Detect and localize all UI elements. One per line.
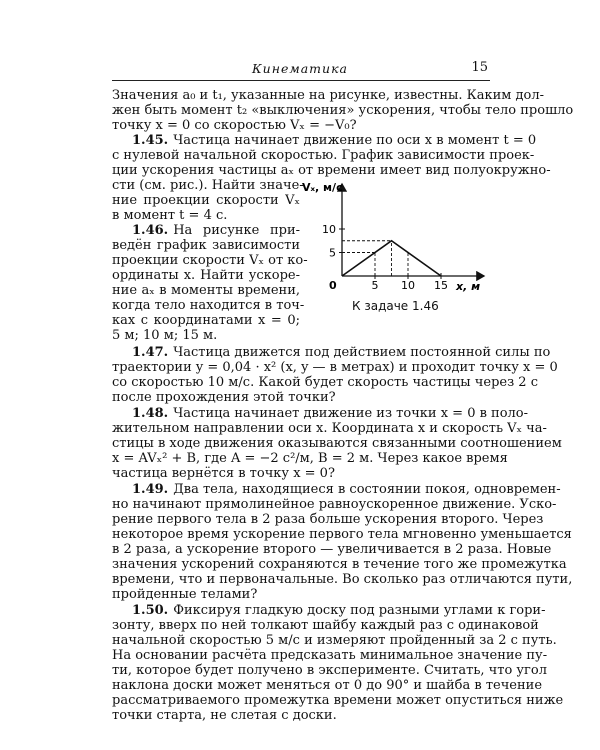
velocity-graph — [302, 172, 490, 294]
problem-text: Частица начинает движение по оси x в момент t = 0 — [173, 133, 537, 148]
problem-1-49-line: рение первого тела в 2 раза больше ускорения второго. Через — [112, 512, 544, 527]
problem-1-50-line: начальной скоростью 5 м/с и измеряют пройденный за 2 с путь. — [112, 633, 557, 648]
problem-1-50-line: ти, которое будет получено в эксперименте. Считать, что угол — [112, 663, 547, 678]
problem-1-49-line: значения ускорений сохраняются в течение того же промежутка — [112, 557, 567, 572]
problem-1-46-line: ках с координатами x = 0; — [112, 313, 300, 328]
problem-number: 1.47. — [132, 345, 169, 360]
y-axis-label: Vₓ, м/с — [302, 181, 343, 194]
problem-1-47-line: со скоростью 10 м/с. Какой будет скорость частицы через 2 с — [112, 375, 538, 390]
problem-1-48-line: x = AVₓ² + B, где A = −2 с²/м, B = 2 м. Через какое время — [112, 451, 508, 466]
problem-1-48-line: частица вернётся в точку x = 0? — [112, 466, 335, 481]
x-axis-label: x, м — [456, 280, 481, 293]
problem-text: Два тела, находящиеся в состоянии покоя, одновремен- — [173, 482, 561, 497]
intro-line: точку x = 0 со скоростью Vₓ = −V₀? — [112, 118, 357, 133]
problem-number: 1.49. — [132, 482, 169, 497]
problem-1-49-line: в 2 раза, а ускорение второго — увеличивается в 2 раза. Новые — [112, 542, 552, 557]
problem-1-49-line: некоторое время ускорение первого тела мгновенно уменьшается — [112, 527, 572, 542]
intro-line: жен быть момент t₂ «выключения» ускорения, чтобы тело прошло — [112, 103, 574, 118]
problem-1-46-line: ординаты x. Найти ускоре- — [112, 268, 300, 283]
problem-1-47-first-line — [132, 345, 551, 360]
intro-line: Значения a₀ и t₁, указанные на рисунке, известны. Каким дол- — [112, 88, 544, 103]
chapter-title: Кинематика — [252, 61, 348, 76]
problem-1-46-line: ведён график зависимости — [112, 238, 300, 253]
origin-label: 0 — [329, 279, 337, 292]
problem-1-49-line: времени, что и первоначальные. Во сколько раз отличаются пути, — [112, 572, 573, 587]
problem-text: На рисунке при- — [173, 223, 300, 238]
problem-1-46-line: 5 м; 10 м; 15 м. — [112, 328, 218, 343]
problem-1-45-first-line — [132, 133, 537, 148]
problem-1-48-first-line — [132, 406, 529, 421]
problem-1-49-first-line — [132, 482, 561, 497]
x-tick-label: 10 — [401, 279, 415, 292]
plot-area — [322, 223, 448, 292]
problem-1-47-line: после прохождения этой точки? — [112, 390, 336, 405]
problem-1-45-line: ние проекции скорости Vₓ — [112, 193, 300, 208]
problem-number: 1.50. — [132, 603, 169, 618]
page-number: 15 — [471, 60, 488, 75]
problem-text: Фиксируя гладкую доску под разными углами к гори- — [173, 603, 546, 618]
problem-1-45-line: в момент t = 4 с. — [112, 208, 228, 223]
problem-text: Частица движется под действием постоянной силы по — [173, 345, 551, 360]
x-tick-label: 5 — [371, 279, 379, 292]
problem-1-50-line: точки старта, не слетая с доски. — [112, 708, 337, 723]
problem-1-45-line: с нулевой начальной скоростью. График зависимости проек- — [112, 148, 535, 163]
problem-1-46-line: ние aₓ в моменты времени, — [112, 283, 300, 298]
problem-1-50-line: наклона доски может меняться от 0 до 90° и шайба в течение — [112, 678, 543, 693]
y-tick-label: 5 — [329, 246, 336, 260]
problem-1-45-line: ции ускорения частицы aₓ от времени имеет вид полуокружно- — [112, 163, 551, 178]
problem-1-50-first-line — [132, 603, 546, 618]
problem-1-50-line: На основании расчёта предсказать минимальное значение пу- — [112, 648, 548, 663]
problem-text: Частица начинает движение из точки x = 0 в поло- — [173, 406, 529, 421]
problem-1-46-line: когда тело находится в точ- — [112, 298, 305, 313]
problem-1-49-line: но начинают прямолинейное равноускоренное движение. Уско- — [112, 497, 557, 512]
problem-1-50-line: рассматриваемого промежутка времени может опуститься ниже — [112, 693, 564, 708]
problem-1-49-line: пройденные телами? — [112, 587, 258, 602]
problem-1-46-line: проекции скорости Vₓ от ко- — [112, 253, 308, 268]
x-tick-label: 15 — [434, 279, 448, 292]
problem-1-46-first-line — [132, 223, 300, 238]
problem-1-48-line: стицы в ходе движения оказываются связанными соотношением — [112, 436, 562, 451]
problem-1-47-line: траектории y = 0,04 · x² (x, y — в метрах) и проходит точку x = 0 — [112, 360, 558, 375]
problem-number: 1.48. — [132, 406, 169, 421]
problem-number: 1.45. — [132, 133, 169, 148]
running-header — [112, 60, 490, 81]
figure-caption: К задаче 1.46 — [352, 299, 439, 313]
problem-1-50-line: зонту, вверх по ней толкают шайбу каждый раз с одинаковой — [112, 618, 539, 633]
y-tick-label: 10 — [322, 223, 336, 236]
problem-1-48-line: жительном направлении оси x. Координата x и скорость Vₓ ча- — [112, 421, 547, 436]
problem-number: 1.46. — [132, 223, 169, 238]
problem-1-45-line: сти (см. рис.). Найти значе- — [112, 178, 304, 193]
